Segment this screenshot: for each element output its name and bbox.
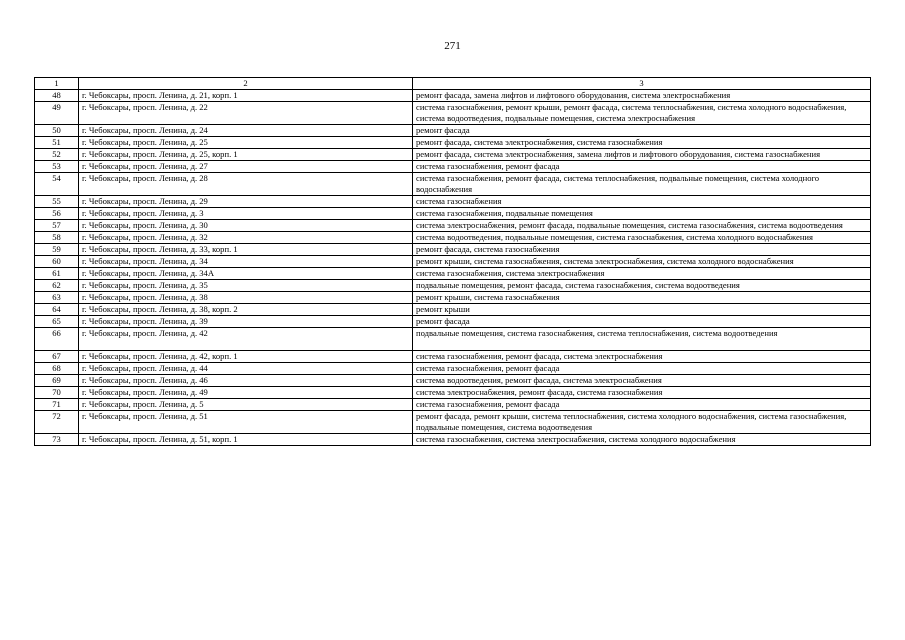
row-number-cell: 63: [35, 292, 79, 304]
works-cell: система газоснабжения, система электроснабжения, система холодного водоснабжения: [413, 434, 871, 446]
works-cell: ремонт фасада, ремонт крыши, система теплоснабжения, система холодного водоснабжения, система газоснабжения, подвальные помещения, система водоотведения: [413, 411, 871, 434]
address-cell: г. Чебоксары, просп. Ленина, д. 33, корп. 1: [79, 244, 413, 256]
address-cell: г. Чебоксары, просп. Ленина, д. 25: [79, 137, 413, 149]
address-cell: г. Чебоксары, просп. Ленина, д. 42, корп. 1: [79, 351, 413, 363]
works-cell: система электроснабжения, ремонт фасада, система газоснабжения: [413, 387, 871, 399]
table-row: [35, 411, 871, 434]
table-row: [35, 232, 871, 244]
row-number-cell: 49: [35, 102, 79, 125]
address-cell: г. Чебоксары, просп. Ленина, д. 29: [79, 196, 413, 208]
table-row: [35, 256, 871, 268]
table-row: [35, 102, 871, 125]
works-cell: ремонт крыши, система газоснабжения: [413, 292, 871, 304]
address-cell: г. Чебоксары, просп. Ленина, д. 34: [79, 256, 413, 268]
row-number-cell: 67: [35, 351, 79, 363]
address-cell: г. Чебоксары, просп. Ленина, д. 38: [79, 292, 413, 304]
works-cell: ремонт фасада, замена лифтов и лифтового оборудования, система электроснабжения: [413, 90, 871, 102]
page-number: 271: [444, 40, 461, 52]
row-number-cell: 71: [35, 399, 79, 411]
table-row: [35, 375, 871, 387]
table-row: [35, 90, 871, 102]
row-number-cell: 58: [35, 232, 79, 244]
address-cell: г. Чебоксары, просп. Ленина, д. 27: [79, 161, 413, 173]
works-cell: система газоснабжения, ремонт фасада, система теплоснабжения, подвальные помещения, система холодного водоснабжения: [413, 173, 871, 196]
row-number-cell: 62: [35, 280, 79, 292]
table-row: [35, 137, 871, 149]
table-row: [35, 387, 871, 399]
row-number-cell: 56: [35, 208, 79, 220]
table-row: [35, 280, 871, 292]
row-number-cell: 69: [35, 375, 79, 387]
row-number-cell: 55: [35, 196, 79, 208]
works-cell: система газоснабжения, подвальные помещения: [413, 208, 871, 220]
works-cell: ремонт крыши: [413, 304, 871, 316]
table-row: [35, 304, 871, 316]
table-row: [35, 149, 871, 161]
address-cell: г. Чебоксары, просп. Ленина, д. 25, корп. 1: [79, 149, 413, 161]
address-cell: г. Чебоксары, просп. Ленина, д. 51: [79, 411, 413, 434]
works-cell: система электроснабжения, ремонт фасада, подвальные помещения, система газоснабжения, система водоотведения: [413, 220, 871, 232]
table-row: [35, 351, 871, 363]
works-cell: подвальные помещения, ремонт фасада, система газоснабжения, система водоотведения: [413, 280, 871, 292]
works-cell: ремонт фасада: [413, 125, 871, 137]
table-row: [35, 316, 871, 328]
column-header-3: 3: [413, 78, 871, 90]
table-row: [35, 292, 871, 304]
address-cell: г. Чебоксары, просп. Ленина, д. 42: [79, 328, 413, 351]
row-number-cell: 53: [35, 161, 79, 173]
address-cell: г. Чебоксары, просп. Ленина, д. 35: [79, 280, 413, 292]
address-cell: г. Чебоксары, просп. Ленина, д. 30: [79, 220, 413, 232]
works-cell: система газоснабжения, ремонт фасада: [413, 363, 871, 375]
works-cell: ремонт фасада, система газоснабжения: [413, 244, 871, 256]
address-cell: г. Чебоксары, просп. Ленина, д. 49: [79, 387, 413, 399]
table-row: [35, 434, 871, 446]
row-number-cell: 48: [35, 90, 79, 102]
table-row: [35, 363, 871, 375]
works-cell: ремонт фасада: [413, 316, 871, 328]
address-cell: г. Чебоксары, просп. Ленина, д. 38, корп. 2: [79, 304, 413, 316]
table-header-row: [35, 78, 871, 90]
address-cell: г. Чебоксары, просп. Ленина, д. 39: [79, 316, 413, 328]
row-number-cell: 64: [35, 304, 79, 316]
address-cell: г. Чебоксары, просп. Ленина, д. 46: [79, 375, 413, 387]
works-cell: ремонт фасада, система электроснабжения, система газоснабжения: [413, 137, 871, 149]
row-number-cell: 66: [35, 328, 79, 351]
table-row: [35, 268, 871, 280]
works-cell: система газоснабжения, система электроснабжения: [413, 268, 871, 280]
address-cell: г. Чебоксары, просп. Ленина, д. 3: [79, 208, 413, 220]
address-cell: г. Чебоксары, просп. Ленина, д. 21, корп. 1: [79, 90, 413, 102]
row-number-cell: 72: [35, 411, 79, 434]
row-number-cell: 68: [35, 363, 79, 375]
works-cell: система газоснабжения, ремонт фасада, система электроснабжения: [413, 351, 871, 363]
works-cell: система газоснабжения: [413, 196, 871, 208]
address-cell: г. Чебоксары, просп. Ленина, д. 28: [79, 173, 413, 196]
row-number-cell: 61: [35, 268, 79, 280]
table-row: [35, 208, 871, 220]
table-row: [35, 220, 871, 232]
table-row: [35, 173, 871, 196]
row-number-cell: 51: [35, 137, 79, 149]
registry-table: [34, 77, 871, 446]
row-number-cell: 54: [35, 173, 79, 196]
row-number-cell: 52: [35, 149, 79, 161]
table-row: [35, 244, 871, 256]
row-number-cell: 57: [35, 220, 79, 232]
works-cell: система газоснабжения, ремонт крыши, ремонт фасада, система теплоснабжения, система холодного водоснабжения, система водоотведения, подвальные помещения, система электроснабжения: [413, 102, 871, 125]
table-row: [35, 399, 871, 411]
address-cell: г. Чебоксары, просп. Ленина, д. 22: [79, 102, 413, 125]
row-number-cell: 70: [35, 387, 79, 399]
address-cell: г. Чебоксары, просп. Ленина, д. 51, корп. 1: [79, 434, 413, 446]
table-row: [35, 196, 871, 208]
works-cell: ремонт фасада, система электроснабжения, замена лифтов и лифтового оборудования, система газоснабжения: [413, 149, 871, 161]
row-number-cell: 60: [35, 256, 79, 268]
table-row: [35, 161, 871, 173]
works-cell: ремонт крыши, система газоснабжения, система электроснабжения, система холодного водоснабжения: [413, 256, 871, 268]
address-cell: г. Чебоксары, просп. Ленина, д. 24: [79, 125, 413, 137]
address-cell: г. Чебоксары, просп. Ленина, д. 5: [79, 399, 413, 411]
works-cell: подвальные помещения, система газоснабжения, система теплоснабжения, система водоотведения: [413, 328, 871, 351]
row-number-cell: 73: [35, 434, 79, 446]
address-cell: г. Чебоксары, просп. Ленина, д. 34А: [79, 268, 413, 280]
column-header-2: 2: [79, 78, 413, 90]
row-number-cell: 50: [35, 125, 79, 137]
address-cell: г. Чебоксары, просп. Ленина, д. 44: [79, 363, 413, 375]
works-cell: система газоснабжения, ремонт фасада: [413, 399, 871, 411]
column-header-1: 1: [35, 78, 79, 90]
table-row: [35, 328, 871, 351]
row-number-cell: 65: [35, 316, 79, 328]
table-row: [35, 125, 871, 137]
works-cell: система водоотведения, ремонт фасада, система электроснабжения: [413, 375, 871, 387]
works-cell: система водоотведения, подвальные помещения, система газоснабжения, система холодного водоснабжения: [413, 232, 871, 244]
row-number-cell: 59: [35, 244, 79, 256]
address-cell: г. Чебоксары, просп. Ленина, д. 32: [79, 232, 413, 244]
works-cell: система газоснабжения, ремонт фасада: [413, 161, 871, 173]
